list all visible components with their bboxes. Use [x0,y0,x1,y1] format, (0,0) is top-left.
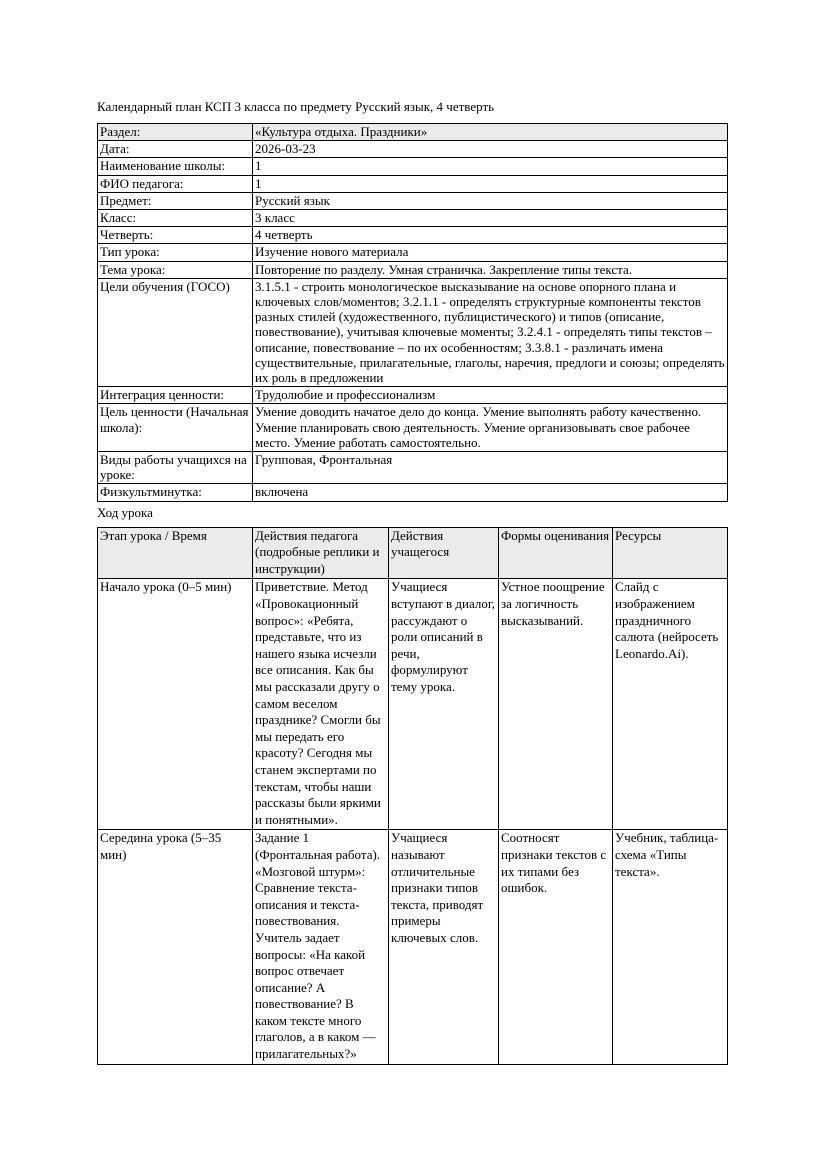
lesson-stage-cell: Начало урока (0–5 мин) [98,579,253,830]
info-row-value: Трудолюбие и профессионализм [253,387,728,404]
lesson-header-cell: Действия педагога (подробные реплики и инструкции) [253,527,389,579]
info-row-label: Виды работы учащихся на уроке: [98,452,253,484]
info-row-value: 4 четверть [253,227,728,244]
lesson-flow-table-body [98,579,728,1064]
lesson-header-cell: Действия учащегося [389,527,499,579]
info-row-label: Предмет: [98,192,253,209]
teacher-actions-cell: Задание 1 (Фронтальная работа). «Мозговой штурм»: Сравнение текста-описания и текста-повествования. Учитель задает вопросы: «На какой вопрос отвечает описание? А повествование? В каком тексте много глаголов, а в каком — прилагательных?» [253,830,389,1064]
lesson-stage-cell: Середина урока (5–35 мин) [98,830,253,1064]
assessment-cell: Устное поощрение за логичность высказываний. [499,579,613,830]
info-row [98,124,728,141]
info-row [98,452,728,484]
lesson-info-table-body [98,124,728,502]
lesson-header-cell: Формы оценивания [499,527,613,579]
info-row [98,158,728,175]
info-row [98,192,728,209]
info-row-label: Раздел: [98,124,253,141]
info-row [98,387,728,404]
lesson-header-cell: Ресурсы [613,527,728,579]
info-row-value: Изучение нового материала [253,244,728,261]
info-row-value: 1 [253,158,728,175]
info-row [98,244,728,261]
info-row-value: 1 [253,175,728,192]
info-row-label: Физкультминутка: [98,484,253,501]
lesson-flow-heading: Ход урока [97,504,153,520]
info-row-label: Интеграция ценности: [98,387,253,404]
info-row-label: Цели обучения (ГОСО) [98,278,253,386]
info-row-label: Класс: [98,210,253,227]
resources-cell: Учебник, таблица-схема «Типы текста». [613,830,728,1064]
student-actions-cell: Учащиеся вступают в диалог, рассуждают о роли описаний в речи, формулируют тему урока. [389,579,499,830]
lesson-flow-table [97,527,728,1065]
info-row [98,210,728,227]
info-row [98,141,728,158]
lesson-row [98,579,728,830]
info-row-label: ФИО педагога: [98,175,253,192]
info-row-value: включена [253,484,728,501]
resources-cell: Слайд с изображением праздничного салюта (нейросеть Leonardo.Ai). [613,579,728,830]
student-actions-cell: Учащиеся называют отличительные признаки типов текста, приводят примеры ключевых слов. [389,830,499,1064]
info-row-value: Групповая, Фронтальная [253,452,728,484]
info-row [98,404,728,452]
lesson-header-cell: Этап урока / Время [98,527,253,579]
info-row-value: Повторение по разделу. Умная страничка. Закрепление типы текста. [253,261,728,278]
page-title: Календарный план КСП 3 класса по предмету Русский язык, 4 четверть [97,99,495,114]
info-row-label: Тип урока: [98,244,253,261]
info-row-label: Цель ценности (Начальная школа): [98,404,253,452]
info-row [98,484,728,501]
info-row-value: Умение доводить начатое дело до конца. Умение выполнять работу качественно. Умение планировать свою деятельность. Умение организовывать свое рабочее место. Умение работать самостоятельно. [253,404,728,452]
info-row [98,278,728,386]
info-row-value: 2026-03-23 [253,141,728,158]
info-row [98,175,728,192]
info-row-label: Тема урока: [98,261,253,278]
lesson-flow-table-head [98,527,728,579]
info-row-label: Дата: [98,141,253,158]
lesson-header-row [98,527,728,579]
info-row-value: Русский язык [253,192,728,209]
info-row-value: 3 класс [253,210,728,227]
info-row-label: Четверть: [98,227,253,244]
info-row-label: Наименование школы: [98,158,253,175]
teacher-actions-cell: Приветствие. Метод «Провокационный вопрос»: «Ребята, представьте, что из нашего языка исчезли все описания. Как бы мы рассказали другу о самом веселом празднике? Смогли бы мы передать его красоту? Сегодня мы станем экспертами по текстам, чтобы наши рассказы были яркими и понятными». [253,579,389,830]
info-row [98,261,728,278]
info-row [98,227,728,244]
lesson-info-table [97,123,728,502]
info-row-value: «Культура отдыха. Праздники» [253,124,728,141]
lesson-row [98,830,728,1064]
assessment-cell: Соотносят признаки текстов с их типами без ошибок. [499,830,613,1064]
info-row-value: 3.1.5.1 - строить монологическое высказывание на основе опорного плана и ключевых слов/моментов; 3.2.1.1 - определять структурные компоненты текстов разных стилей (художественного, публицистического) и типов (описание, повествование), учитывая ключевые моменты; 3.2.4.1 - определять типы текстов – описание, повествование – по их особенностям; 3.3.8.1 - различать имена существительные, прилагательные, глаголы, наречия, предлоги и союзы; определять их роль в предложении [253,278,728,386]
